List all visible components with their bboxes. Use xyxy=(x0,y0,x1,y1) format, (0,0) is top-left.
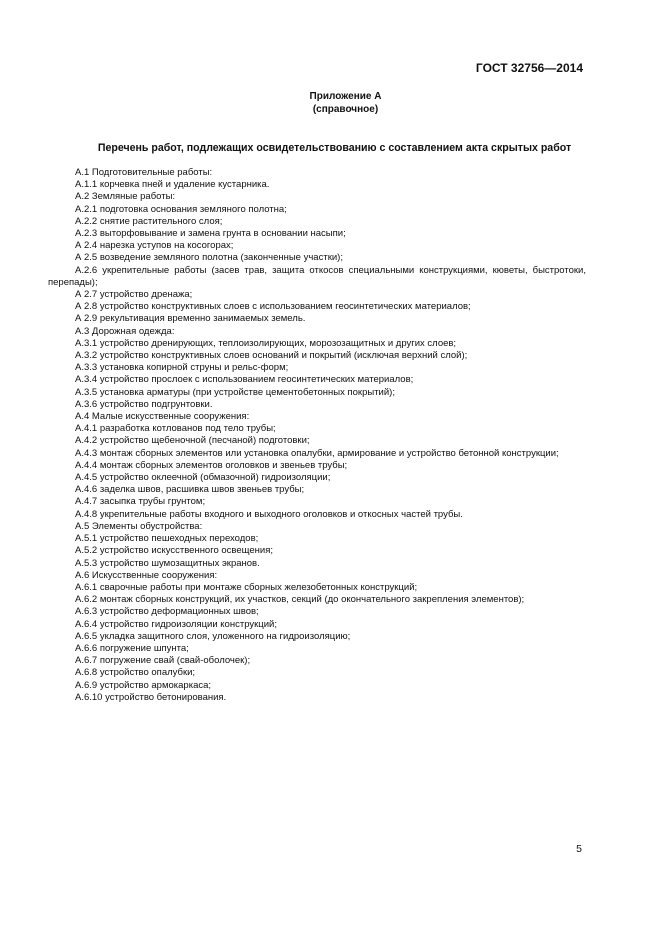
annex-title: Приложение А xyxy=(309,91,382,102)
list-item: А.3.3 установка копирной струны и рельс-форм; xyxy=(75,362,289,374)
list-item: А 2.5 возведение земляного полотна (законченные участки); xyxy=(75,252,343,264)
list-item: А.4.1 разработка котлованов под тело трубы; xyxy=(75,423,276,435)
list-item: А.2.6 укрепительные работы (засев трав, защита откосов специальными конструкциями, кюветы, быстротоки, перепады); xyxy=(48,264,586,288)
list-item: А 2.8 устройство конструктивных слоев с использованием геосинтетических материалов; xyxy=(75,301,471,313)
list-item: А.3.5 установка арматуры (при устройстве цементобетонных покрытий); xyxy=(75,386,395,398)
list-item: А.2.2 снятие растительного слоя; xyxy=(75,215,223,227)
section-title-wrapper xyxy=(0,142,661,154)
list-item: А.6.9 устройство армокаркаса; xyxy=(75,679,212,691)
annex-note: (справочное) xyxy=(312,103,379,115)
list-item: А.4.2 устройство щебеночной (песчаной) подготовки; xyxy=(75,435,310,447)
list-item: А.3.6 устройство подгрунтовки. xyxy=(75,398,213,410)
list-item: А.3 Дорожная одежда: xyxy=(75,325,175,337)
list-item: А.3.2 устройство конструктивных слоев оснований и покрытий (исключая верхний слой); xyxy=(75,350,468,362)
list-item: А.6.6 погружение шпунта; xyxy=(75,642,189,654)
list-item: А.5.1 устройство пешеходных переходов; xyxy=(75,533,259,545)
list-item: А.6.4 устройство гидроизоляции конструкций; xyxy=(75,618,277,630)
list-item: А.5 Элементы обустройства: xyxy=(75,520,203,532)
list-item: А.6.3 устройство деформационных швов; xyxy=(75,606,259,618)
list-item: А.1 Подготовительные работы: xyxy=(75,167,213,178)
list-item: А.6.1 сварочные работы при монтаже сборных железобетонных конструкций; xyxy=(75,581,418,593)
list-item: А.2 Земляные работы: xyxy=(75,191,176,203)
list-item: А 2.7 устройство дренажа; xyxy=(75,289,193,301)
list-item: А.1.1 корчевка пней и удаление кустарника. xyxy=(75,179,270,191)
list-item: А.4.8 укрепительные работы входного и выходного оголовков и откосных частей трубы. xyxy=(75,508,463,520)
list-item: А.6.10 устройство бетонирования. xyxy=(75,691,227,703)
work-items-list xyxy=(48,167,586,704)
list-item: А.4.7 засыпка трубы грунтом; xyxy=(75,496,206,508)
list-item: А.4 Малые искусственные сооружения: xyxy=(75,411,250,423)
list-item: А.5.3 устройство шумозащитных экранов. xyxy=(75,557,260,569)
list-item: А.6.2 монтаж сборных конструкций, их участков, секций (до окончательного закрепления элементов); xyxy=(75,594,525,606)
list-item: А.4.4 монтаж сборных элементов оголовков и звеньев трубы; xyxy=(75,459,348,471)
list-item: А.4.3 монтаж сборных элементов или установка опалубки, армирование и устройство бетонной конструкции; xyxy=(75,447,559,459)
list-item: А.2.3 выторфовывание и замена грунта в основании насыпи; xyxy=(75,228,346,240)
list-item: А.5.2 устройство искусственного освещения; xyxy=(75,545,273,557)
list-item: А.6 Искусственные сооружения: xyxy=(75,569,218,581)
list-item: А.3.4 устройство прослоек с использованием геосинтетических материалов; xyxy=(75,374,414,386)
page-number: 5 xyxy=(576,843,582,855)
list-item: А.6.8 устройство опалубки; xyxy=(75,667,196,679)
list-item: А.4.5 устройство оклеечной (обмазочной) гидроизоляции; xyxy=(75,472,331,484)
annex-heading xyxy=(0,91,661,116)
list-item: А 2.4 нарезка уступов на косогорах; xyxy=(75,240,234,252)
list-item: А.3.1 устройство дренирующих, теплоизолирующих, морозозащитных и других слоев; xyxy=(75,337,457,349)
list-item: А.4.6 заделка швов, расшивка швов звеньев трубы; xyxy=(75,484,305,496)
list-item: А.2.1 подготовка основания земляного полотна; xyxy=(75,203,287,215)
list-item: А.6.5 укладка защитного слоя, уложенного на гидроизоляцию; xyxy=(75,630,351,642)
list-item: А 2.9 рекультивация временно занимаемых земель. xyxy=(75,313,306,325)
standard-header: ГОСТ 32756—2014 xyxy=(475,61,583,75)
section-title: Перечень работ, подлежащих освидетельствованию с составлением акта скрытых работ xyxy=(97,142,572,154)
list-item: А.6.7 погружение свай (свай-оболочек); xyxy=(75,655,251,667)
